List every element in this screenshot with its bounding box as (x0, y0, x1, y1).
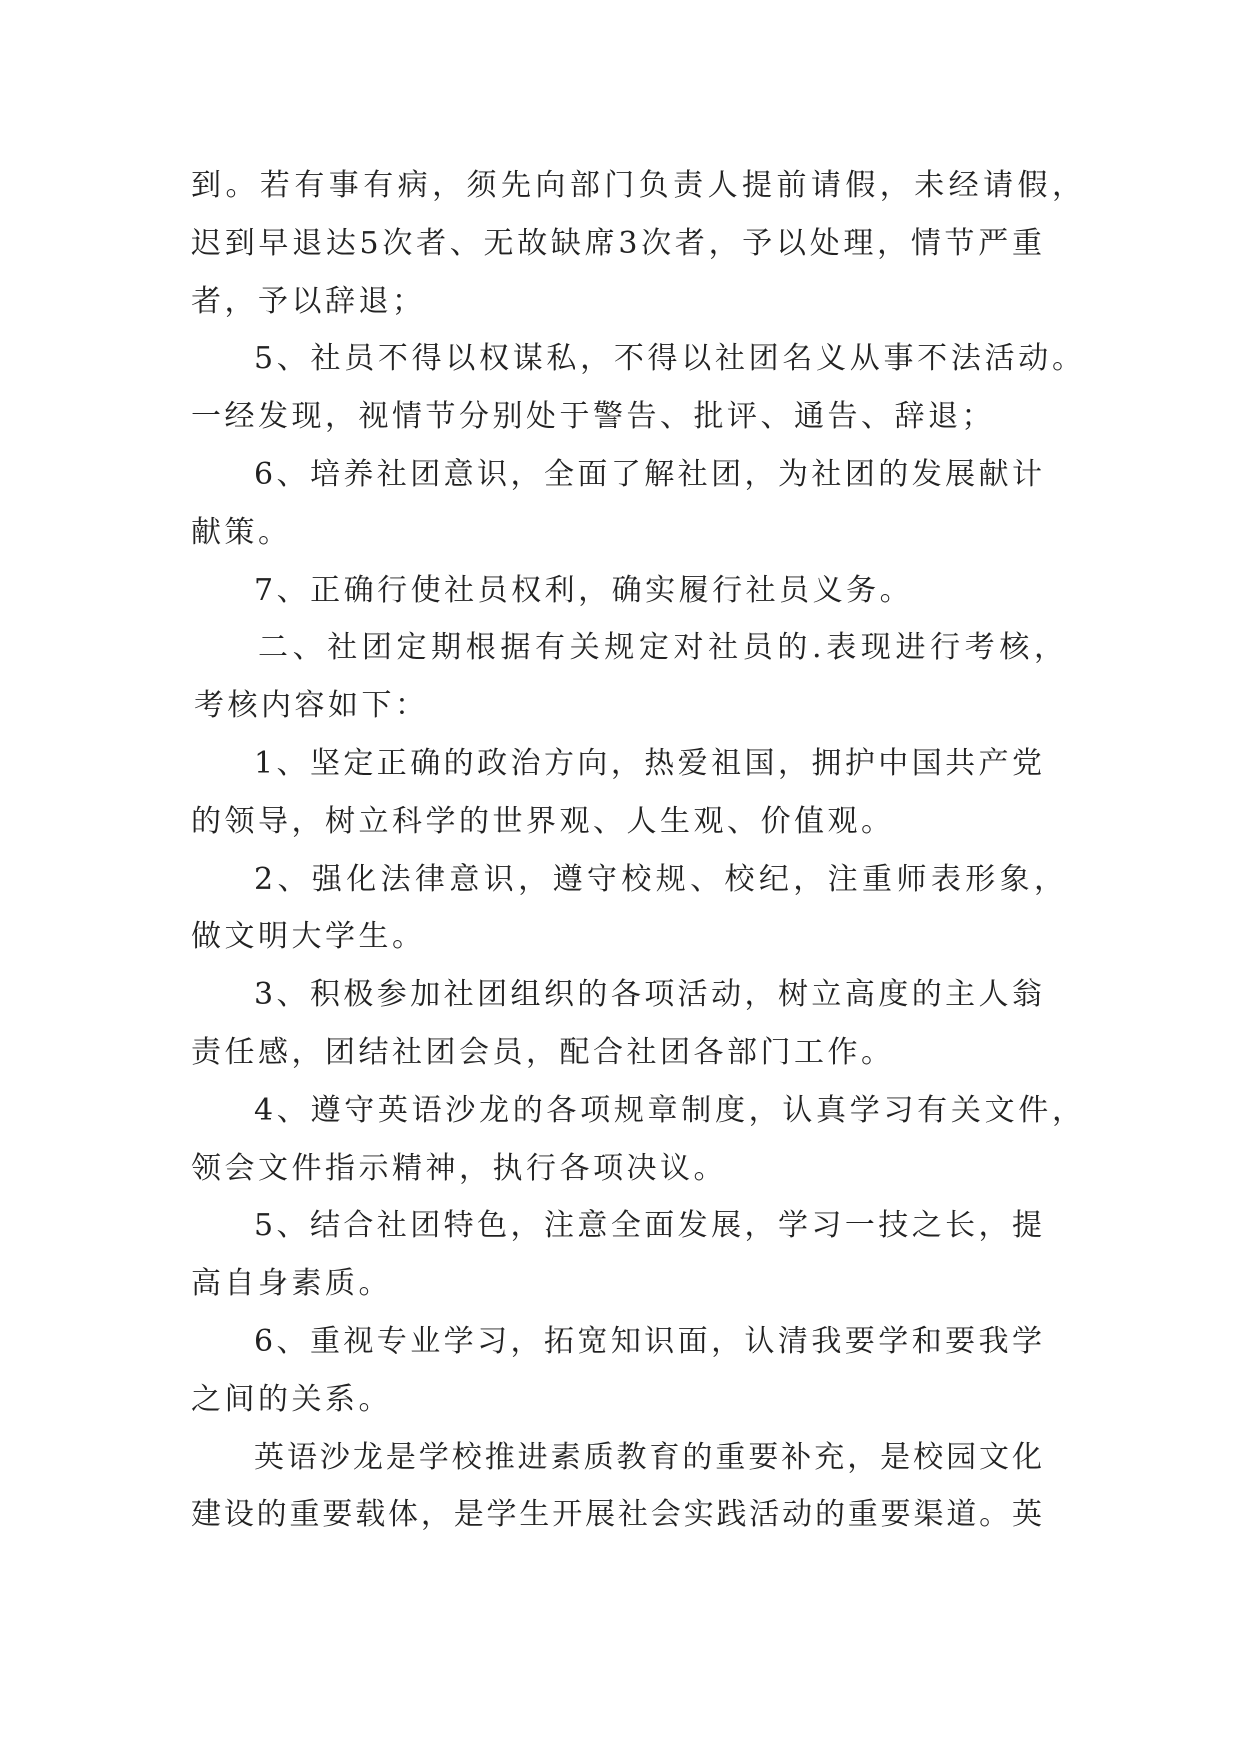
text-line: 考核内容如下： (194, 688, 429, 724)
text-line: 献策。 (191, 514, 292, 550)
paragraph (191, 966, 1091, 1082)
text-line: 英语沙龙是学校推进素质教育的重要补充，是校园文化 (254, 1439, 1042, 1475)
text-line: 责任感，团结社团会员，配合社团各部门工作。 (191, 1034, 895, 1070)
paragraph (191, 157, 1091, 330)
text-line: 一经发现，视情节分别处于警告、批评、通告、辞退； (191, 399, 995, 435)
text-line: 的领导，树立科学的世界观、人生观、价值观。 (191, 803, 895, 839)
paragraph (191, 330, 1091, 446)
text-line: 5、社员不得以权谋私，不得以社团名义从事不法活动。 (254, 341, 1082, 377)
paragraph (191, 1197, 1091, 1313)
text-line: 2、强化法律意识，遵守校规、校纪，注重师表形象， (254, 861, 1064, 897)
text-line: 到。若有事有病，须先向部门负责人提前请假，未经请假， (191, 168, 1082, 203)
paragraph (191, 1313, 1091, 1429)
paragraph (191, 619, 1091, 735)
paragraph (191, 735, 1091, 851)
paragraph (191, 1429, 1091, 1545)
text-line: 迟到早退达5次者、无故缺席3次者，予以处理，情节严重 (191, 225, 1042, 261)
text-line: 3、积极参加社团组织的各项活动，树立高度的主人翁 (254, 977, 1042, 1013)
text-line: 5、结合社团特色，注意全面发展，学习一技之长，提 (254, 1208, 1042, 1244)
text-line: 建设的重要载体，是学生开展社会实践活动的重要渠道。英 (191, 1497, 1042, 1533)
paragraph (191, 851, 1091, 967)
text-line: 6、重视专业学习，拓宽知识面，认清我要学和要我学 (254, 1323, 1042, 1359)
text-line: 4、遵守英语沙龙的各项规章制度，认真学习有关文件， (254, 1092, 1082, 1128)
text-line: 7、正确行使社员权利，确实履行社员义务。 (254, 572, 914, 608)
paragraph (191, 562, 1091, 620)
text-line: 之间的关系。 (191, 1381, 392, 1417)
text-line: 做文明大学生。 (191, 919, 426, 955)
paragraph (191, 1082, 1091, 1198)
paragraph (191, 446, 1091, 562)
text-line: 6、培养社团意识，全面了解社团，为社团的发展献计 (254, 456, 1042, 492)
text-line: 二、社团定期根据有关规定对社员的.表现进行考核， (258, 630, 1064, 666)
document-body (191, 157, 1091, 1544)
text-line: 领会文件指示精神，执行各项决议。 (191, 1150, 727, 1186)
text-line: 高自身素质。 (191, 1266, 392, 1302)
text-line: 者，予以辞退； (191, 283, 426, 319)
text-line: 1、坚定正确的政治方向，热爱祖国，拥护中国共产党 (254, 745, 1042, 781)
